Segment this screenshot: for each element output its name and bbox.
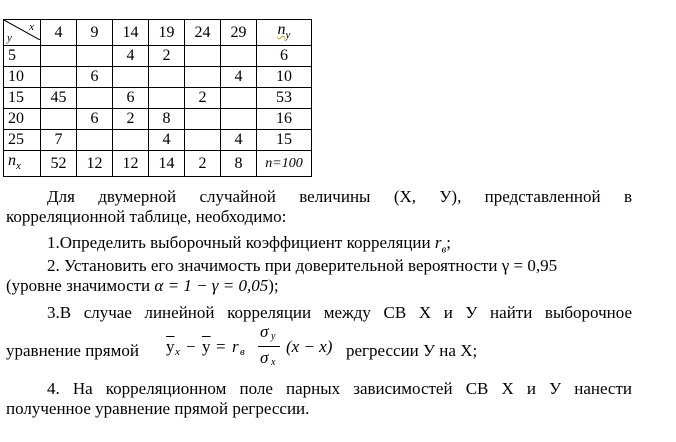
table-cell: 6 [113, 88, 149, 109]
row-total: 16 [257, 109, 312, 130]
y-value: 20 [4, 109, 41, 130]
table-cell [77, 130, 113, 151]
formula-r: r [232, 337, 239, 356]
regression-formula [166, 318, 341, 368]
intro-line-2: корреляционной таблице, необходимо: [6, 207, 287, 226]
table-row [4, 67, 312, 88]
corner-y-label: y [7, 32, 12, 45]
row-total: 10 [257, 67, 312, 88]
task-3-line-1: 3.В случае линейной корреляции между СВ X и У найти выборочное [47, 303, 632, 322]
formula-sigma-y-sub: y [271, 331, 276, 342]
y-value: 5 [4, 46, 41, 67]
table-cell [221, 88, 257, 109]
table-cell [77, 88, 113, 109]
grand-total: n=100 [257, 151, 312, 177]
table-row [4, 88, 312, 109]
formula-y: $\overline{y}$ [166, 337, 175, 356]
table-cell [41, 67, 77, 88]
table-cell: 2 [185, 88, 221, 109]
table-cell: 2 [149, 46, 185, 67]
column-total: 12 [113, 151, 149, 177]
table-row [4, 46, 312, 67]
formula-paren: (x − x) [286, 337, 333, 356]
nx-label: $n_x$ [4, 151, 41, 177]
formula-ybar: $\overline{y}$ [202, 337, 211, 356]
table-cell: 4 [221, 67, 257, 88]
table-cell [41, 46, 77, 67]
formula-r-sub: в [240, 346, 245, 358]
formula-minus: − [186, 337, 196, 356]
x-value: 9 [77, 20, 113, 46]
task-3-line-2b: регрессии У на X; [346, 341, 478, 360]
x-value: 4 [41, 20, 77, 46]
table-cell [185, 109, 221, 130]
x-value: 24 [185, 20, 221, 46]
y-value: 25 [4, 130, 41, 151]
table-cell: 4 [221, 130, 257, 151]
column-total: 8 [221, 151, 257, 177]
corner-x-label: x [29, 21, 34, 33]
ny-header: $n_y$ [257, 20, 312, 46]
table-row [4, 109, 312, 130]
column-total: 2 [185, 151, 221, 177]
table-cell [77, 46, 113, 67]
table-cell: 6 [77, 67, 113, 88]
formula-sigma-x-sub: x [271, 357, 276, 368]
y-value: 10 [4, 67, 41, 88]
task-1: 1.Определить выборочный коэффициент корреляции $r_в$; [47, 233, 452, 256]
task-2-line-2: (уровне значимости α = 1 − γ = 0,05); [6, 276, 279, 295]
x-value: 14 [113, 20, 149, 46]
table-header-row [4, 20, 312, 46]
table-cell [149, 88, 185, 109]
intro-line-1: Для двумерной случайной величины (X, У), представленной в [47, 187, 632, 206]
table-footer-row [4, 151, 312, 177]
table-cell [113, 130, 149, 151]
table-cell [221, 109, 257, 130]
table-cell: 8 [149, 109, 185, 130]
formula-sub-x: x [175, 346, 180, 358]
table-cell [221, 46, 257, 67]
formula-sigma-x: σ [260, 348, 269, 367]
y-value: 15 [4, 88, 41, 109]
row-total: 6 [257, 46, 312, 67]
task-4-line-1: 4. На корреляционном поле парных зависимостей СВ X и У нанести [47, 379, 632, 398]
task-4-line-2: полученное уравнение прямой регрессии. [6, 399, 310, 418]
column-total: 12 [77, 151, 113, 177]
table-cell [113, 67, 149, 88]
x-value: 19 [149, 20, 185, 46]
formula-sigma-y: σ [260, 322, 269, 341]
table-corner-cell [4, 20, 41, 46]
table-cell [185, 67, 221, 88]
table-cell [41, 109, 77, 130]
table-row [4, 130, 312, 151]
table-cell: 4 [113, 46, 149, 67]
table-cell: 45 [41, 88, 77, 109]
task-2-line-1: 2. Установить его значимость при доверительной вероятности γ = 0,95 [47, 256, 558, 275]
table-cell: 4 [149, 130, 185, 151]
table-cell: 7 [41, 130, 77, 151]
formula-eq: = [216, 337, 226, 356]
table-cell [185, 130, 221, 151]
column-total: 14 [149, 151, 185, 177]
task-3-line-2a: уравнение прямой [6, 341, 139, 360]
row-total: 53 [257, 88, 312, 109]
table-cell [185, 46, 221, 67]
table-cell: 2 [113, 109, 149, 130]
table-cell [149, 67, 185, 88]
correlation-table [3, 19, 312, 177]
table-cell: 6 [77, 109, 113, 130]
fraction-bar [258, 346, 280, 347]
x-value: 29 [221, 20, 257, 46]
column-total: 52 [41, 151, 77, 177]
row-total: 15 [257, 130, 312, 151]
